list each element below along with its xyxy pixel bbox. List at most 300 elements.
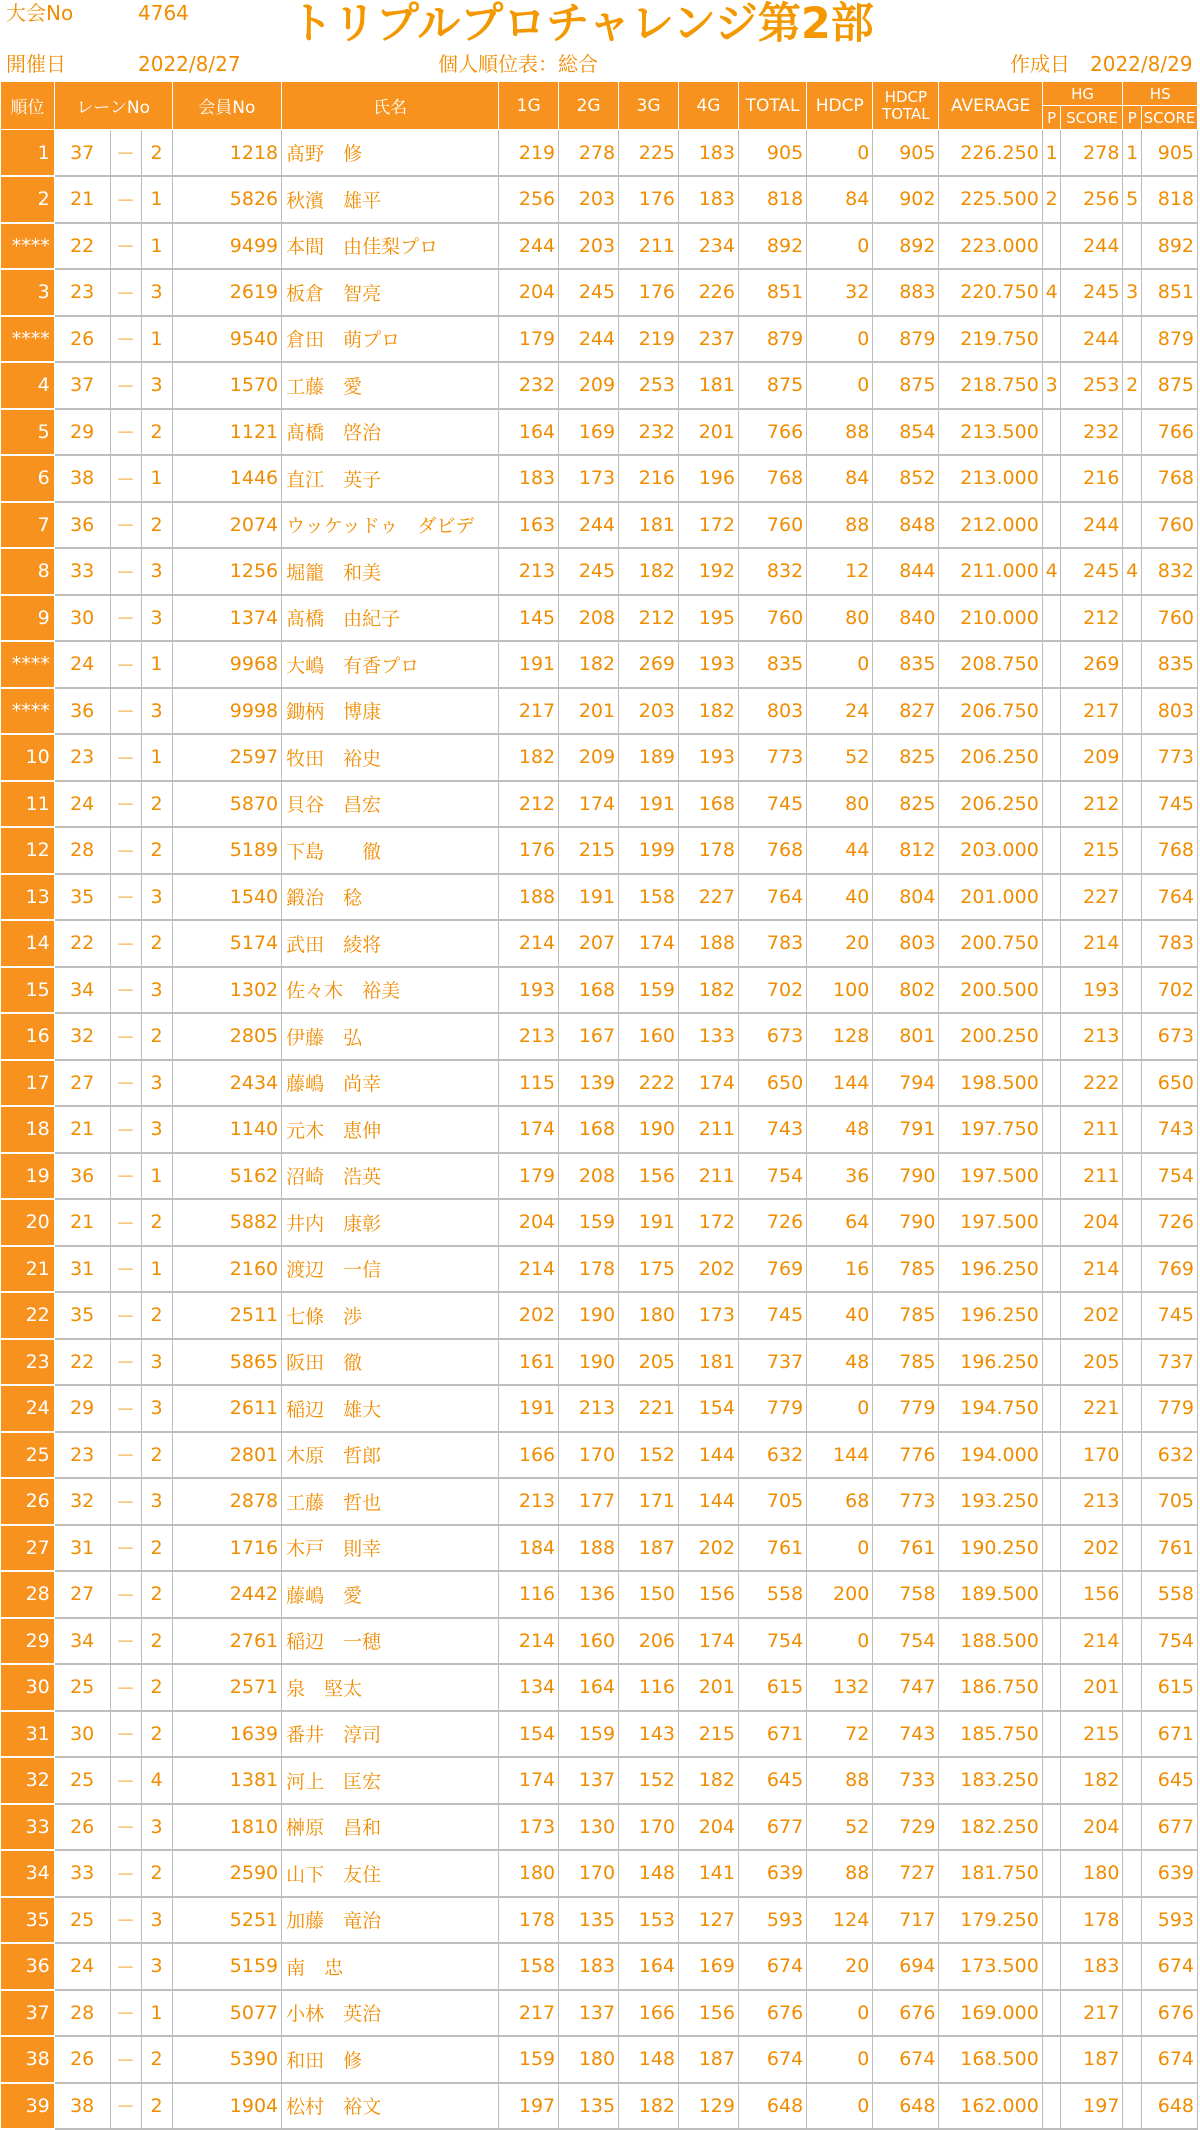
member-no-cell: 5162 xyxy=(172,1153,282,1200)
hg-place-cell xyxy=(1042,967,1061,1014)
member-no-cell: 2878 xyxy=(172,1478,282,1525)
hdcp-total-cell: 761 xyxy=(873,1525,939,1572)
game1-cell: 213 xyxy=(499,1478,559,1525)
average-cell: 169.000 xyxy=(939,1990,1042,2037)
lane-cell: 26 xyxy=(54,2036,110,2083)
lane-box-cell: 3 xyxy=(141,1804,172,1851)
hs-score-cell: 645 xyxy=(1142,1757,1198,1804)
average-cell: 226.250 xyxy=(939,130,1042,177)
game1-cell: 244 xyxy=(499,223,559,270)
table-row xyxy=(1,1246,1198,1293)
lane-box-cell: 3 xyxy=(141,1385,172,1432)
hs-place-cell xyxy=(1123,1106,1142,1153)
name-cell: 藤嶋 愛 xyxy=(282,1571,499,1618)
lane-box-cell: 2 xyxy=(141,1618,172,1665)
name-cell: 榊原 昌和 xyxy=(282,1804,499,1851)
lane-dash-cell: － xyxy=(110,1664,141,1711)
average-cell: 196.250 xyxy=(939,1339,1042,1386)
lane-dash-cell: － xyxy=(110,1897,141,1944)
average-cell: 197.500 xyxy=(939,1153,1042,1200)
lane-box-cell: 3 xyxy=(141,874,172,921)
hdcp-cell: 40 xyxy=(807,1292,873,1339)
game1-cell: 173 xyxy=(499,1804,559,1851)
hdcp-total-cell: 773 xyxy=(873,1478,939,1525)
hg-place-cell xyxy=(1042,2036,1061,2083)
table-row xyxy=(1,920,1198,967)
game2-cell: 209 xyxy=(559,362,619,409)
game3-cell: 225 xyxy=(619,130,679,177)
table-row xyxy=(1,223,1198,270)
hs-score-cell: 632 xyxy=(1142,1432,1198,1479)
total-cell: 764 xyxy=(738,874,806,921)
game4-cell: 144 xyxy=(679,1478,739,1525)
lane-cell: 25 xyxy=(54,1757,110,1804)
hs-score-cell: 760 xyxy=(1142,502,1198,549)
rank-cell: 10 xyxy=(1,734,55,781)
lane-cell: 24 xyxy=(54,1943,110,1990)
rank-cell: 37 xyxy=(1,1990,55,2037)
name-cell: 山下 友住 xyxy=(282,1850,499,1897)
game3-cell: 180 xyxy=(619,1292,679,1339)
game2-cell: 137 xyxy=(559,1757,619,1804)
hg-score-cell: 214 xyxy=(1061,1618,1123,1665)
average-cell: 200.500 xyxy=(939,967,1042,1014)
rank-cell: 30 xyxy=(1,1664,55,1711)
hs-score-cell: 764 xyxy=(1142,874,1198,921)
lane-box-cell: 3 xyxy=(141,1943,172,1990)
hdcp-cell: 52 xyxy=(807,1804,873,1851)
game3-cell: 181 xyxy=(619,502,679,549)
average-cell: 183.250 xyxy=(939,1757,1042,1804)
game2-cell: 160 xyxy=(559,1618,619,1665)
hdcp-total-cell: 875 xyxy=(873,362,939,409)
lane-cell: 33 xyxy=(54,1850,110,1897)
hs-place-cell xyxy=(1123,688,1142,735)
lane-box-cell: 2 xyxy=(141,1432,172,1479)
hdcp-total-cell: 879 xyxy=(873,316,939,363)
average-cell: 208.750 xyxy=(939,641,1042,688)
rank-cell: 17 xyxy=(1,1060,55,1107)
game4-cell: 202 xyxy=(679,1525,739,1572)
game4-cell: 174 xyxy=(679,1618,739,1665)
game4-cell: 144 xyxy=(679,1432,739,1479)
hdcp-cell: 44 xyxy=(807,827,873,874)
member-no-cell: 1540 xyxy=(172,874,282,921)
game4-cell: 211 xyxy=(679,1153,739,1200)
game1-cell: 204 xyxy=(499,269,559,316)
hs-score-cell: 593 xyxy=(1142,1897,1198,1944)
hdcp-cell: 0 xyxy=(807,316,873,363)
table-row xyxy=(1,409,1198,456)
game3-cell: 171 xyxy=(619,1478,679,1525)
lane-cell: 21 xyxy=(54,176,110,223)
total-cell: 892 xyxy=(738,223,806,270)
name-cell: 武田 綾将 xyxy=(282,920,499,967)
rank-cell: 26 xyxy=(1,1478,55,1525)
table-row xyxy=(1,1106,1198,1153)
total-cell: 674 xyxy=(738,1943,806,1990)
member-no-cell: 2442 xyxy=(172,1571,282,1618)
member-no-cell: 1810 xyxy=(172,1804,282,1851)
lane-cell: 34 xyxy=(54,967,110,1014)
table-row xyxy=(1,1571,1198,1618)
name-cell: 和田 修 xyxy=(282,2036,499,2083)
game3-cell: 182 xyxy=(619,548,679,595)
hg-score-cell: 197 xyxy=(1061,2083,1123,2130)
rank-cell: 24 xyxy=(1,1385,55,1432)
game3-cell: 116 xyxy=(619,1664,679,1711)
total-cell: 593 xyxy=(738,1897,806,1944)
lane-cell: 22 xyxy=(54,920,110,967)
hg-score-cell: 227 xyxy=(1061,874,1123,921)
game3-cell: 216 xyxy=(619,455,679,502)
hdcp-total-cell: 840 xyxy=(873,595,939,642)
lane-box-cell: 2 xyxy=(141,409,172,456)
hdcp-cell: 68 xyxy=(807,1478,873,1525)
lane-box-cell: 1 xyxy=(141,223,172,270)
game1-cell: 214 xyxy=(499,920,559,967)
game2-cell: 136 xyxy=(559,1571,619,1618)
hg-place-cell xyxy=(1042,1990,1061,2037)
hg-score-cell: 278 xyxy=(1061,130,1123,177)
member-no-cell: 9499 xyxy=(172,223,282,270)
hdcp-total-cell: 848 xyxy=(873,502,939,549)
table-row xyxy=(1,548,1198,595)
game3-cell: 212 xyxy=(619,595,679,642)
col-hs-score: SCORE xyxy=(1142,106,1198,130)
rank-cell: 38 xyxy=(1,2036,55,2083)
table-row xyxy=(1,1757,1198,1804)
game3-cell: 166 xyxy=(619,1990,679,2037)
hg-place-cell xyxy=(1042,1478,1061,1525)
rank-cell: 39 xyxy=(1,2083,55,2130)
name-cell: 鋤柄 博康 xyxy=(282,688,499,735)
hs-place-cell xyxy=(1123,502,1142,549)
table-row xyxy=(1,1153,1198,1200)
hdcp-total-cell: 803 xyxy=(873,920,939,967)
hs-score-cell: 892 xyxy=(1142,223,1198,270)
lane-box-cell: 2 xyxy=(141,2083,172,2130)
name-cell: 南 忠 xyxy=(282,1943,499,1990)
hg-place-cell xyxy=(1042,1292,1061,1339)
hdcp-total-cell: 754 xyxy=(873,1618,939,1665)
table-row xyxy=(1,502,1198,549)
game3-cell: 148 xyxy=(619,2036,679,2083)
table-row xyxy=(1,1339,1198,1386)
total-cell: 737 xyxy=(738,1339,806,1386)
game2-cell: 244 xyxy=(559,502,619,549)
hg-place-cell xyxy=(1042,595,1061,642)
game3-cell: 222 xyxy=(619,1060,679,1107)
hdcp-cell: 0 xyxy=(807,1990,873,2037)
rank-cell: 33 xyxy=(1,1804,55,1851)
hg-place-cell xyxy=(1042,1153,1061,1200)
hg-score-cell: 221 xyxy=(1061,1385,1123,1432)
hdcp-total-cell: 785 xyxy=(873,1339,939,1386)
hs-place-cell xyxy=(1123,1664,1142,1711)
hg-place-cell: 2 xyxy=(1042,176,1061,223)
average-cell: 179.250 xyxy=(939,1897,1042,1944)
game4-cell: 227 xyxy=(679,874,739,921)
name-cell: 鍛治 稔 xyxy=(282,874,499,921)
total-cell: 851 xyxy=(738,269,806,316)
hg-score-cell: 193 xyxy=(1061,967,1123,1014)
hdcp-total-cell: 825 xyxy=(873,781,939,828)
name-cell: 河上 匡宏 xyxy=(282,1757,499,1804)
game3-cell: 205 xyxy=(619,1339,679,1386)
average-cell: 212.000 xyxy=(939,502,1042,549)
lane-dash-cell: － xyxy=(110,2083,141,2130)
hs-place-cell xyxy=(1123,1246,1142,1293)
hg-score-cell: 180 xyxy=(1061,1850,1123,1897)
tournament-no: 4764 xyxy=(138,1,189,25)
lane-cell: 26 xyxy=(54,1804,110,1851)
hs-score-cell: 768 xyxy=(1142,827,1198,874)
lane-dash-cell: － xyxy=(110,455,141,502)
game3-cell: 221 xyxy=(619,1385,679,1432)
total-cell: 905 xyxy=(738,130,806,177)
game2-cell: 135 xyxy=(559,1897,619,1944)
member-no-cell: 1446 xyxy=(172,455,282,502)
hs-place-cell xyxy=(1123,1339,1142,1386)
hs-place-cell xyxy=(1123,455,1142,502)
table-row xyxy=(1,1060,1198,1107)
game4-cell: 133 xyxy=(679,1013,739,1060)
hs-place-cell xyxy=(1123,1060,1142,1107)
name-cell: 木原 哲郎 xyxy=(282,1432,499,1479)
hs-place-cell xyxy=(1123,1618,1142,1665)
member-no-cell: 2590 xyxy=(172,1850,282,1897)
lane-box-cell: 2 xyxy=(141,1850,172,1897)
hdcp-cell: 84 xyxy=(807,176,873,223)
hg-place-cell: 1 xyxy=(1042,130,1061,177)
game3-cell: 191 xyxy=(619,1199,679,1246)
hg-score-cell: 202 xyxy=(1061,1525,1123,1572)
hs-place-cell xyxy=(1123,1990,1142,2037)
lane-dash-cell: － xyxy=(110,2036,141,2083)
game1-cell: 159 xyxy=(499,2036,559,2083)
game2-cell: 190 xyxy=(559,1292,619,1339)
average-cell: 168.500 xyxy=(939,2036,1042,2083)
hs-place-cell xyxy=(1123,1199,1142,1246)
hs-score-cell: 726 xyxy=(1142,1199,1198,1246)
game3-cell: 159 xyxy=(619,967,679,1014)
lane-cell: 28 xyxy=(54,1990,110,2037)
table-row xyxy=(1,1897,1198,1944)
hg-score-cell: 211 xyxy=(1061,1153,1123,1200)
hs-place-cell xyxy=(1123,827,1142,874)
hg-score-cell: 244 xyxy=(1061,223,1123,270)
hg-place-cell: 4 xyxy=(1042,269,1061,316)
average-cell: 197.750 xyxy=(939,1106,1042,1153)
col-game2: 2G xyxy=(559,82,619,130)
game1-cell: 191 xyxy=(499,1385,559,1432)
total-cell: 879 xyxy=(738,316,806,363)
lane-dash-cell: － xyxy=(110,595,141,642)
hdcp-cell: 24 xyxy=(807,688,873,735)
hdcp-total-cell: 790 xyxy=(873,1153,939,1200)
rank-cell: 7 xyxy=(1,502,55,549)
lane-box-cell: 1 xyxy=(141,455,172,502)
name-cell: 七條 渉 xyxy=(282,1292,499,1339)
rank-cell: 12 xyxy=(1,827,55,874)
game1-cell: 217 xyxy=(499,1990,559,2037)
hdcp-cell: 0 xyxy=(807,223,873,270)
hg-score-cell: 216 xyxy=(1061,455,1123,502)
rank-cell: **** xyxy=(1,641,55,688)
lane-box-cell: 2 xyxy=(141,1013,172,1060)
total-cell: 754 xyxy=(738,1153,806,1200)
col-rank: 順位 xyxy=(1,82,55,130)
average-cell: 182.250 xyxy=(939,1804,1042,1851)
total-cell: 677 xyxy=(738,1804,806,1851)
lane-cell: 25 xyxy=(54,1897,110,1944)
lane-box-cell: 4 xyxy=(141,1757,172,1804)
lane-cell: 29 xyxy=(54,409,110,456)
game4-cell: 193 xyxy=(679,734,739,781)
lane-box-cell: 3 xyxy=(141,1106,172,1153)
hg-score-cell: 202 xyxy=(1061,1292,1123,1339)
name-cell: 下島 徹 xyxy=(282,827,499,874)
hdcp-cell: 52 xyxy=(807,734,873,781)
hs-place-cell xyxy=(1123,1292,1142,1339)
rank-cell: 21 xyxy=(1,1246,55,1293)
average-cell: 223.000 xyxy=(939,223,1042,270)
average-cell: 185.750 xyxy=(939,1711,1042,1758)
hdcp-cell: 100 xyxy=(807,967,873,1014)
hs-score-cell: 674 xyxy=(1142,2036,1198,2083)
hg-place-cell xyxy=(1042,1339,1061,1386)
lane-cell: 29 xyxy=(54,1385,110,1432)
game3-cell: 219 xyxy=(619,316,679,363)
hdcp-cell: 132 xyxy=(807,1664,873,1711)
lane-cell: 28 xyxy=(54,827,110,874)
rank-cell: 22 xyxy=(1,1292,55,1339)
table-row xyxy=(1,1850,1198,1897)
game4-cell: 211 xyxy=(679,1106,739,1153)
name-cell: 本間 由佳梨プロ xyxy=(282,223,499,270)
hdcp-total-cell: 790 xyxy=(873,1199,939,1246)
average-cell: 173.500 xyxy=(939,1943,1042,1990)
game4-cell: 182 xyxy=(679,688,739,735)
hdcp-total-cell: 674 xyxy=(873,2036,939,2083)
total-cell: 768 xyxy=(738,455,806,502)
hg-score-cell: 205 xyxy=(1061,1339,1123,1386)
member-no-cell: 2805 xyxy=(172,1013,282,1060)
hdcp-cell: 144 xyxy=(807,1060,873,1107)
hg-place-cell xyxy=(1042,1711,1061,1758)
game1-cell: 184 xyxy=(499,1525,559,1572)
member-no-cell: 2160 xyxy=(172,1246,282,1293)
hdcp-cell: 48 xyxy=(807,1106,873,1153)
name-cell: 番井 淳司 xyxy=(282,1711,499,1758)
game1-cell: 214 xyxy=(499,1246,559,1293)
rank-cell: 25 xyxy=(1,1432,55,1479)
hs-place-cell xyxy=(1123,1153,1142,1200)
game2-cell: 130 xyxy=(559,1804,619,1851)
hdcp-cell: 84 xyxy=(807,455,873,502)
hdcp-cell: 32 xyxy=(807,269,873,316)
hs-score-cell: 832 xyxy=(1142,548,1198,595)
member-no-cell: 2074 xyxy=(172,502,282,549)
hg-score-cell: 222 xyxy=(1061,1060,1123,1107)
hs-score-cell: 676 xyxy=(1142,1990,1198,2037)
game1-cell: 214 xyxy=(499,1618,559,1665)
game2-cell: 182 xyxy=(559,641,619,688)
average-cell: 206.250 xyxy=(939,734,1042,781)
hdcp-cell: 0 xyxy=(807,130,873,177)
lane-cell: 36 xyxy=(54,688,110,735)
hg-score-cell: 217 xyxy=(1061,1990,1123,2037)
game1-cell: 232 xyxy=(499,362,559,409)
hs-score-cell: 650 xyxy=(1142,1060,1198,1107)
name-cell: ウッケッドゥ ダビデ xyxy=(282,502,499,549)
member-no-cell: 1121 xyxy=(172,409,282,456)
total-cell: 743 xyxy=(738,1106,806,1153)
member-no-cell: 1256 xyxy=(172,548,282,595)
lane-dash-cell: － xyxy=(110,641,141,688)
total-cell: 615 xyxy=(738,1664,806,1711)
name-cell: 髙橋 由紀子 xyxy=(282,595,499,642)
member-no-cell: 5870 xyxy=(172,781,282,828)
table-row xyxy=(1,316,1198,363)
game1-cell: 182 xyxy=(499,734,559,781)
hdcp-total-cell: 905 xyxy=(873,130,939,177)
lane-dash-cell: － xyxy=(110,223,141,270)
hs-place-cell xyxy=(1123,641,1142,688)
hdcp-cell: 40 xyxy=(807,874,873,921)
rank-cell: 11 xyxy=(1,781,55,828)
game2-cell: 174 xyxy=(559,781,619,828)
hdcp-total-cell: 733 xyxy=(873,1757,939,1804)
hg-score-cell: 245 xyxy=(1061,269,1123,316)
lane-box-cell: 1 xyxy=(141,1153,172,1200)
hs-score-cell: 779 xyxy=(1142,1385,1198,1432)
hs-score-cell: 803 xyxy=(1142,688,1198,735)
hg-place-cell xyxy=(1042,1618,1061,1665)
total-cell: 832 xyxy=(738,548,806,595)
lane-cell: 37 xyxy=(54,362,110,409)
game1-cell: 180 xyxy=(499,1850,559,1897)
lane-box-cell: 1 xyxy=(141,734,172,781)
hg-score-cell: 212 xyxy=(1061,595,1123,642)
game2-cell: 177 xyxy=(559,1478,619,1525)
hdcp-total-cell: 902 xyxy=(873,176,939,223)
hs-place-cell xyxy=(1123,1525,1142,1572)
game3-cell: 152 xyxy=(619,1432,679,1479)
hg-score-cell: 182 xyxy=(1061,1757,1123,1804)
lane-dash-cell: － xyxy=(110,1990,141,2037)
hs-place-cell xyxy=(1123,1571,1142,1618)
total-cell: 769 xyxy=(738,1246,806,1293)
hg-place-cell xyxy=(1042,455,1061,502)
average-cell: 201.000 xyxy=(939,874,1042,921)
lane-cell: 23 xyxy=(54,1432,110,1479)
rank-cell: 4 xyxy=(1,362,55,409)
hs-place-cell xyxy=(1123,409,1142,456)
hs-place-cell: 3 xyxy=(1123,269,1142,316)
average-cell: 193.250 xyxy=(939,1478,1042,1525)
hdcp-total-cell: 812 xyxy=(873,827,939,874)
game3-cell: 187 xyxy=(619,1525,679,1572)
hs-place-cell xyxy=(1123,2083,1142,2130)
hs-score-cell: 702 xyxy=(1142,967,1198,1014)
member-no-cell: 2619 xyxy=(172,269,282,316)
member-no-cell: 9968 xyxy=(172,641,282,688)
table-row xyxy=(1,2083,1198,2130)
lane-dash-cell: － xyxy=(110,1478,141,1525)
hg-place-cell: 4 xyxy=(1042,548,1061,595)
